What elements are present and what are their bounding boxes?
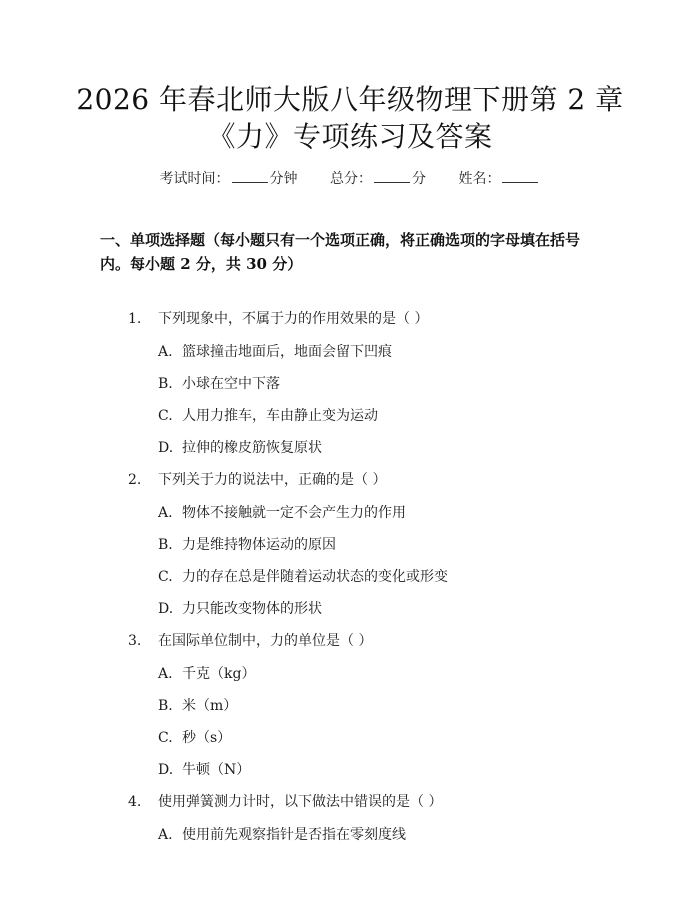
- option-text: 千克（kg）: [182, 666, 256, 682]
- option-text: 力只能改变物体的形状: [182, 601, 322, 617]
- exam-meta: [0, 168, 700, 188]
- option-letter: A.: [158, 666, 173, 682]
- option-text: 力的存在总是伴随着运动状态的变化或形变: [182, 569, 448, 585]
- option-letter: C.: [158, 569, 173, 585]
- option-text: 使用前先观察指针是否指在零刻度线: [182, 827, 406, 843]
- exam-time-unit: 分钟: [269, 171, 298, 187]
- total-score-blank: [374, 170, 410, 183]
- document-title-line-1: 2026 年春北师大版八年级物理下册第 2 章: [76, 83, 624, 116]
- question-1: [128, 309, 428, 329]
- option-letter: D.: [158, 762, 174, 778]
- total-score-label: 总分：: [330, 171, 372, 187]
- exam-time-label: 考试时间：: [159, 171, 230, 187]
- option-letter: A.: [158, 344, 173, 360]
- question-text: 使用弹簧测力计时，以下做法中错误的是（ ）: [158, 794, 443, 810]
- exam-time-field: [160, 168, 298, 188]
- question-1-option-d: [158, 438, 322, 458]
- option-letter: D.: [158, 440, 174, 456]
- student-name-label: 姓名：: [458, 171, 501, 187]
- question-3-option-c: [158, 728, 231, 748]
- question-text: 下列关于力的说法中，正确的是（ ）: [158, 472, 387, 488]
- option-letter: B.: [158, 376, 173, 392]
- option-text: 拉伸的橡皮筋恢复原状: [182, 440, 322, 456]
- question-3-option-d: [158, 760, 250, 780]
- question-number: 3.: [128, 633, 142, 649]
- question-2-option-b: [158, 535, 336, 555]
- question-text: 下列现象中，不属于力的作用效果的是（ ）: [158, 311, 429, 327]
- option-letter: C.: [158, 730, 173, 746]
- question-3-option-b: [158, 696, 237, 716]
- question-2: [128, 470, 386, 490]
- section-heading: 一、单项选择题（每小题只有一个选项正确，将正确选项的字母填在括号内。每小题 2 分，共 30 分）: [100, 231, 581, 273]
- option-letter: D.: [158, 601, 174, 617]
- question-3: [128, 631, 372, 651]
- question-3-option-a: [158, 664, 255, 684]
- option-letter: B.: [158, 698, 173, 714]
- question-1-option-a: [158, 342, 392, 362]
- document-title-line-2: 《力》专项练习及答案: [207, 120, 493, 153]
- option-text: 米（m）: [182, 698, 238, 714]
- option-letter: C.: [158, 408, 173, 424]
- question-number: 2.: [128, 472, 142, 488]
- question-number: 1.: [128, 311, 142, 327]
- option-text: 人用力推车，车由静止变为运动: [182, 408, 378, 424]
- option-text: 秒（s）: [182, 730, 232, 746]
- question-4: [128, 792, 442, 812]
- option-text: 小球在空中下落: [182, 376, 280, 392]
- option-text: 物体不接触就一定不会产生力的作用: [182, 505, 406, 521]
- exam-time-blank: [232, 170, 268, 183]
- option-letter: A.: [158, 505, 173, 521]
- option-text: 力是维持物体运动的原因: [182, 537, 336, 553]
- total-score-field: [330, 168, 426, 188]
- student-name-blank: [502, 170, 538, 183]
- question-number: 4.: [128, 794, 142, 810]
- option-letter: A.: [158, 827, 173, 843]
- question-2-option-c: [158, 567, 448, 587]
- question-text: 在国际单位制中，力的单位是（ ）: [158, 633, 373, 649]
- question-1-option-c: [158, 406, 378, 426]
- option-letter: B.: [158, 537, 173, 553]
- question-1-option-b: [158, 374, 280, 394]
- question-4-option-a: [158, 825, 406, 845]
- question-2-option-a: [158, 503, 406, 523]
- student-name-field: [458, 168, 540, 188]
- question-2-option-d: [158, 599, 322, 619]
- option-text: 牛顿（N）: [182, 762, 251, 778]
- option-text: 篮球撞击地面后，地面会留下凹痕: [182, 344, 392, 360]
- total-score-unit: 分: [412, 171, 426, 187]
